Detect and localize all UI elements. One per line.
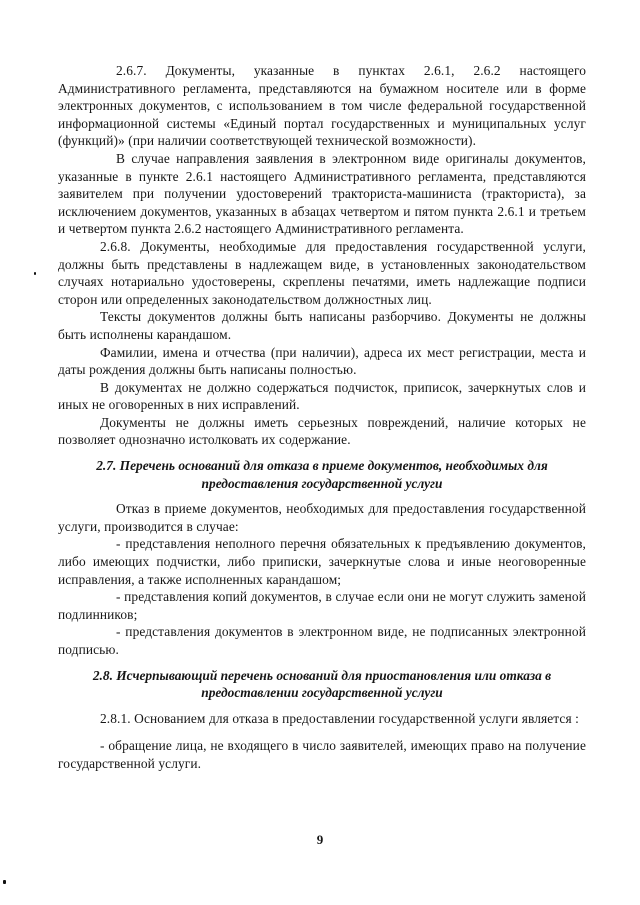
paragraph-no-damage: Документы не должны иметь серьезных повреждений, наличие которых не позволяет однозначно истолковать их содержание. <box>58 414 586 448</box>
paragraph-refusal-intro: Отказ в приеме документов, необходимых для предоставления государственной услуги, производится в случае: <box>58 501 586 534</box>
paragraph-electronic-submission: В случае направления заявления в электронном виде оригиналы документов, указанные в пункте 2.6.1 настоящего Административного регламента, представляются заявителем при получении удостоверений тракториста-машиниста (тракториста), за исключением документов, указанных в абзацах четвертом и пятом пункта 2.6.1 и третьем и четвертом пункта 2.6.2 настоящего Административного регламента. <box>58 150 586 237</box>
paragraph-2-8-1: 2.8.1. Основанием для отказа в предоставлении государственной услуги является : <box>100 710 579 726</box>
section-heading-2-8: 2.8. Исчерпывающий перечень оснований для приостановления или отказа в предоставлении государственной услуги <box>92 667 552 701</box>
paragraph-names: Фамилии, имена и отчества (при наличии), адреса их мест регистрации, места и даты рождения должны быть написаны полностью. <box>58 344 586 378</box>
paragraph-2-6-8: 2.6.8. Документы, необходимые для предоставления государственной услуги, должны быть представлены в надлежащем виде, в установленных законодательством случаях нотариально удостоверены, скреплены печатями, иметь надлежащие подписи сторон или определенных законодательством должностных лиц. <box>58 238 586 307</box>
list-item-non-applicant: - обращение лица, не входящего в число заявителей, имеющих право на получение государственной услуги. <box>58 738 586 771</box>
document-body <box>58 62 586 773</box>
scan-speck <box>3 880 6 884</box>
list-item-incomplete-docs: - представления неполного перечня обязательных к предъявлению документов, либо имеющих подчистки, либо приписки, зачеркнутые слова и иные неоговоренные исправления, а также исполненных карандашом; <box>58 536 586 587</box>
list-item-unsigned-electronic: - представления документов в электронном виде, не подписанных электронной подписью. <box>58 624 586 657</box>
paragraph-legibility: Тексты документов должны быть написаны разборчиво. Документы не должны быть исполнены карандашом. <box>58 309 586 342</box>
paragraph-2-6-7: 2.6.7. Документы, указанные в пунктах 2.6.1, 2.6.2 настоящего Административного регламента, представляются на бумажном носителе или в форме электронных документов, с использованием в том числе федеральной государственной информационной системы «Единый портал государственных и муниципальных услуг (функций)» (при наличии соответствующей технической возможности). <box>58 63 586 149</box>
list-item-copies: - представления копий документов, в случае если они не могут служить заменой подлинников; <box>58 589 586 622</box>
page-number: 9 <box>316 832 324 847</box>
section-heading-2-7: 2.7. Перечень оснований для отказа в приеме документов, необходимых для предоставления государственной услуги <box>96 458 548 491</box>
scan-speck <box>34 272 36 275</box>
paragraph-no-erasures: В документах не должно содержаться подчисток, приписок, зачеркнутых слов и иных не оговоренных в них исправлений. <box>58 379 586 413</box>
